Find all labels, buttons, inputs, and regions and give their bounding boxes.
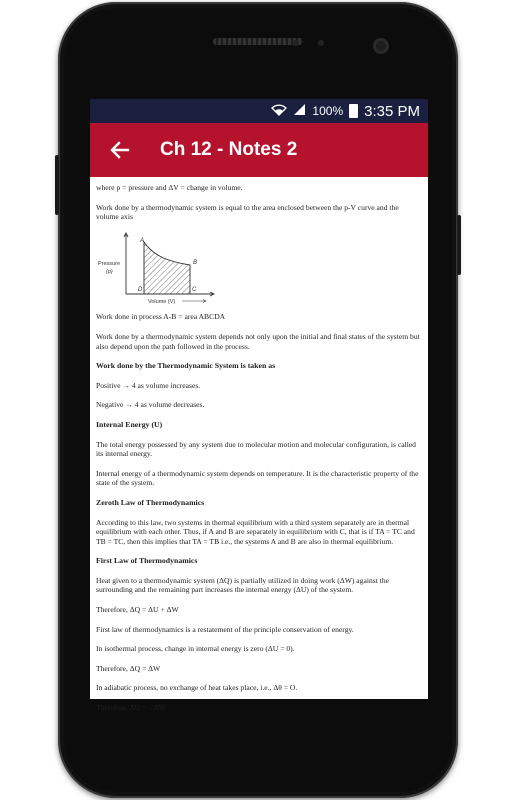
sensor-icon <box>318 40 324 46</box>
point-label: D <box>138 286 143 293</box>
paragraph: Internal energy of a thermodynamic system depends on temperature. It is the characteristic property of the state of the system. <box>96 468 419 488</box>
paragraph: According to this law, two systems in thermal equilibrium with a third system separately are in thermal equilibrium with each other. Thus, if A and B are separately in equilibrium with C, that is if TA = TC and TB = TC, then this implies that TA = TB i.e., the systems A and B are also in thermal equilibrium. <box>96 517 415 546</box>
back-button[interactable] <box>90 123 150 177</box>
volume-button <box>55 155 59 215</box>
paragraph: Work done in process A-B = area ABCDA <box>96 312 226 322</box>
paragraph: In isothermal process, change in internal energy is zero (ΔU = 0). <box>96 644 295 654</box>
sensor-icon <box>293 40 299 46</box>
paragraph: In adiabatic process, no exchange of heat takes place, i.e., Δθ = O. <box>96 683 298 693</box>
paragraph: Heat given to a thermodynamic system (ΔQ) is partially utilized in doing work (ΔW) against the surrounding and the remaining part increases the internal energy (ΔU) of the system. <box>96 575 389 595</box>
section-heading: Internal Energy (U) <box>96 419 163 429</box>
app-bar <box>90 123 428 177</box>
section-heading: Work done by the Thermodynamic System is taken as <box>96 361 276 371</box>
paragraph: The total energy possessed by any system due to molecular motion and molecular configuration, is called its internal energy. <box>96 439 416 459</box>
paragraph: Therefore, ΔQ = ΔU + ΔW <box>96 605 179 615</box>
axis-label: Volume (V) <box>148 298 176 305</box>
paragraph: Therefore, ΔQ = ΔW <box>96 663 161 673</box>
paragraph: Work done by a thermodynamic system is equal to the area enclosed between the p-V curve and the volume axis <box>96 202 399 222</box>
clock: 3:35 PM <box>364 102 420 120</box>
axis-label: (p) <box>106 268 113 275</box>
paragraph: Negative → 4 as volume decreases. <box>96 400 205 410</box>
battery-icon <box>349 104 358 118</box>
paragraph: Therefore, ΔU = – ΔW <box>96 703 166 713</box>
paragraph: Positive → 4 as volume increases. <box>96 380 201 390</box>
wifi-icon <box>271 103 287 119</box>
back-arrow-icon <box>110 140 130 160</box>
paragraph: First law of thermodynamics is a restatement of the principle conservation of energy. <box>96 624 354 634</box>
section-heading: First Law of Thermodynamics <box>96 556 198 566</box>
power-button <box>457 215 461 275</box>
paragraph: where p = pressure and ΔV = change in volume. <box>96 183 243 192</box>
point-label: C <box>192 286 197 293</box>
pv-diagram <box>96 232 422 307</box>
point-label: A <box>140 237 145 244</box>
section-heading: Zeroth Law of Thermodynamics <box>96 497 205 507</box>
page-title: Ch 12 - Notes 2 <box>160 139 298 160</box>
earpiece-speaker <box>213 38 303 45</box>
point-label: B <box>193 259 198 266</box>
front-camera <box>373 38 389 54</box>
status-bar <box>90 99 428 123</box>
notes-content[interactable] <box>90 183 428 713</box>
axis-label: Pressure <box>98 260 121 267</box>
battery-percent: 100% <box>312 104 344 118</box>
paragraph: Work done by a thermodynamic system depends not only upon the initial and final states of the system but also depend upon the path followed in the process. <box>96 331 420 351</box>
screen <box>90 99 428 713</box>
signal-icon <box>293 103 306 119</box>
